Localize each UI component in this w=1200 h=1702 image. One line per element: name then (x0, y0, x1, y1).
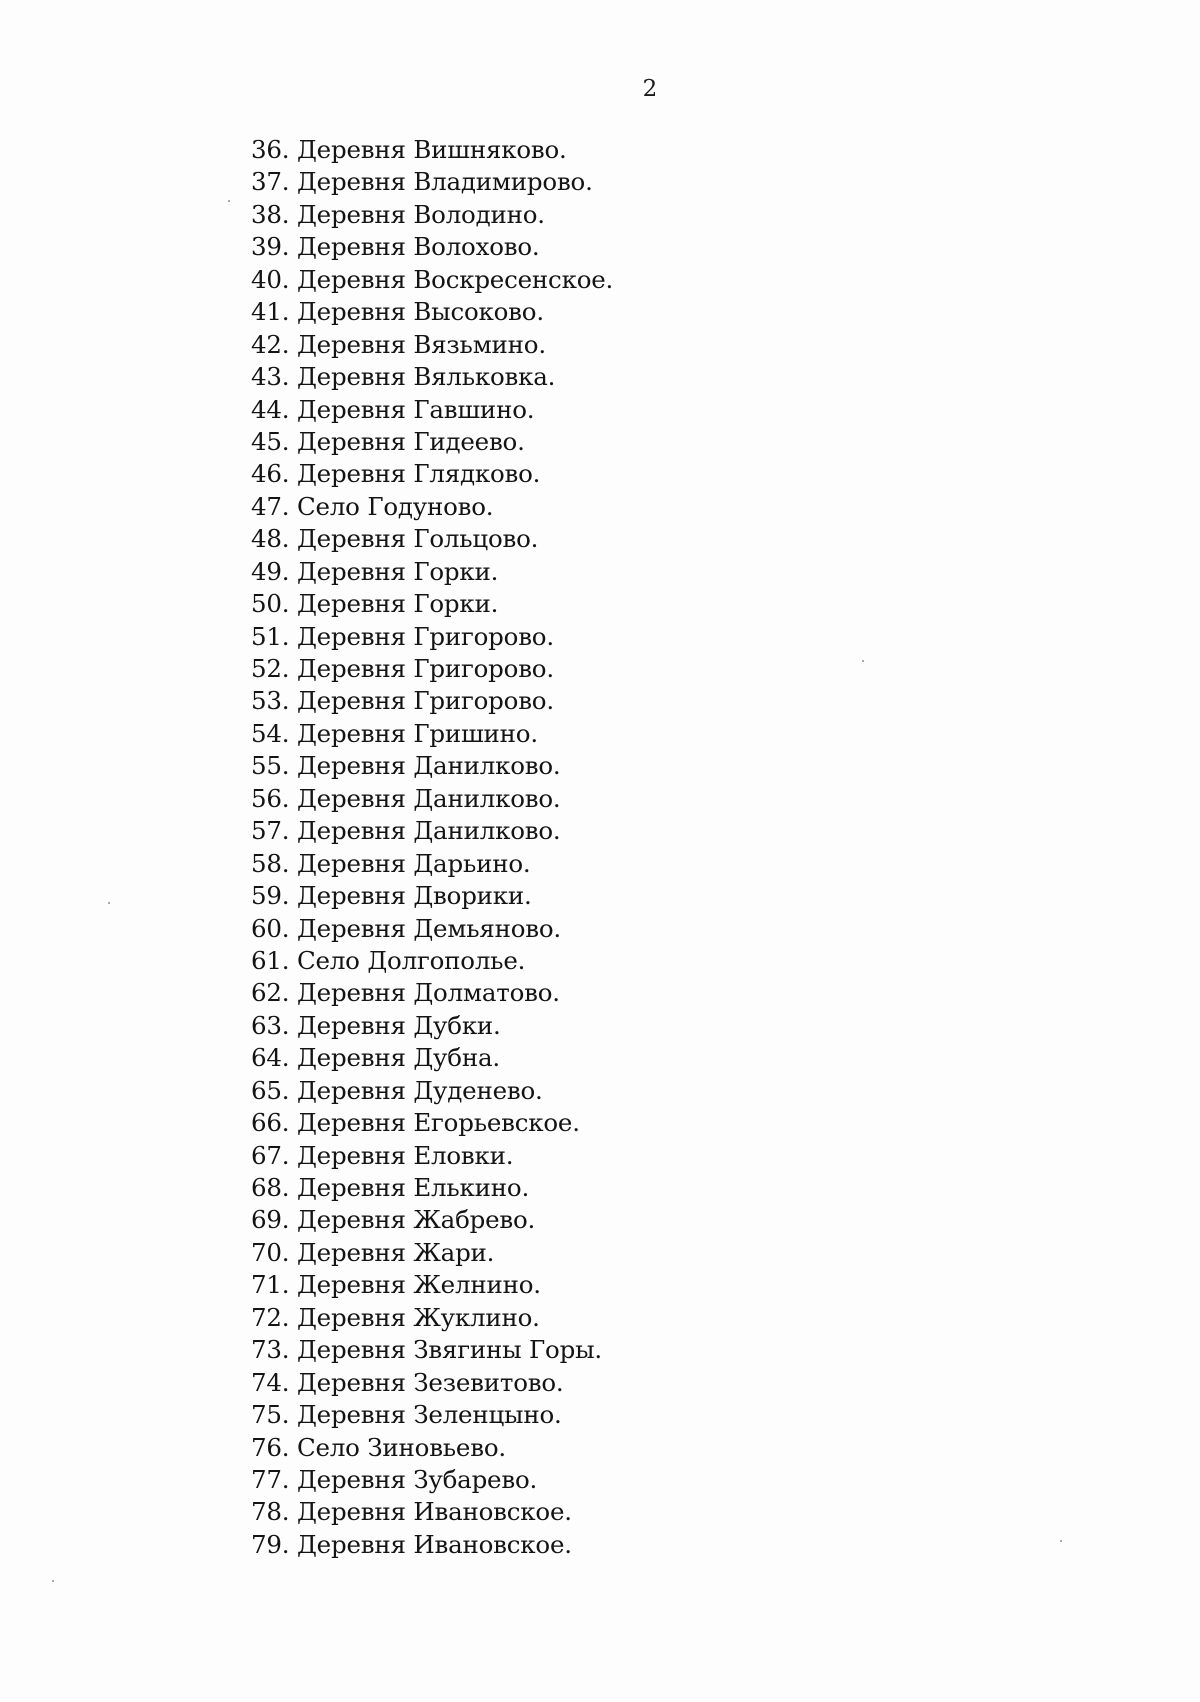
item-text: Деревня Данилково. (296, 816, 561, 846)
item-number: 71. (251, 1270, 290, 1300)
item-text: Деревня Жабрево. (296, 1205, 536, 1235)
item-number: 49. (251, 556, 290, 586)
item-text: Деревня Григорово. (296, 654, 554, 683)
list-item (251, 783, 613, 815)
item-number: 69. (251, 1205, 290, 1235)
list-item (251, 1334, 613, 1366)
scan-speck (108, 902, 110, 904)
item-number: 79. (251, 1529, 290, 1559)
item-number: 55. (251, 751, 290, 781)
list-item (251, 1140, 613, 1172)
item-text: Деревня Жуклино. (296, 1302, 540, 1332)
list-item (251, 588, 613, 620)
item-text: Деревня Зезевитово. (296, 1367, 564, 1397)
item-text: Деревня Воскресенское. (296, 264, 614, 294)
item-number: 64. (251, 1043, 290, 1073)
list-item (251, 1237, 613, 1269)
page-number: 2 (642, 76, 658, 102)
item-number: 48. (251, 524, 290, 554)
item-text: Деревня Ивановское. (296, 1529, 572, 1559)
item-number: 37. (251, 167, 290, 197)
list-item (251, 1367, 613, 1399)
list-item (251, 556, 613, 588)
item-number: 40. (251, 264, 290, 294)
item-number: 47. (251, 491, 290, 521)
scan-speck (1060, 1540, 1062, 1542)
item-text: Деревня Владимирово. (296, 167, 593, 197)
list-item (251, 913, 613, 945)
list-item (251, 1269, 613, 1301)
list-item (251, 1042, 613, 1074)
item-number: 39. (251, 232, 290, 262)
list-item (251, 718, 613, 750)
item-text: Деревня Зубарево. (296, 1464, 538, 1494)
list-item (251, 1204, 613, 1236)
item-number: 54. (251, 718, 290, 748)
item-text: Деревня Ивановское. (296, 1497, 572, 1527)
item-text: Деревня Вязьмино. (296, 329, 546, 359)
list-item (251, 166, 613, 198)
item-text: Село Долгополье. (296, 945, 526, 975)
list-item (251, 653, 613, 685)
list-item (251, 977, 613, 1009)
list-item (251, 458, 613, 490)
item-text: Деревня Вяльковка. (296, 362, 556, 392)
list-item (251, 1399, 613, 1431)
list-item (251, 394, 613, 426)
list-item (251, 1496, 613, 1528)
item-text: Деревня Вишняково. (296, 135, 567, 164)
item-number: 36. (251, 135, 290, 164)
item-text: Деревня Дубна. (296, 1043, 500, 1073)
item-text: Деревня Гришино. (296, 718, 538, 748)
list-item (251, 848, 613, 880)
list-item (251, 815, 613, 847)
list-item (251, 199, 613, 231)
list-item (251, 523, 613, 555)
item-text: Деревня Демьяново. (296, 913, 562, 943)
list-item (251, 329, 613, 361)
item-text: Деревня Гидеево. (296, 426, 525, 456)
item-number: 45. (251, 426, 290, 456)
scan-speck (228, 200, 230, 202)
item-number: 52. (251, 654, 290, 683)
item-number: 73. (251, 1335, 290, 1365)
item-number: 44. (251, 394, 290, 424)
list-item (251, 264, 613, 296)
item-text: Деревня Данилково. (296, 751, 561, 781)
item-text: Деревня Глядково. (296, 459, 541, 489)
item-text: Деревня Егорьевское. (296, 1108, 580, 1138)
list-item (251, 880, 613, 912)
list-item (251, 491, 613, 523)
item-text: Деревня Зеленцыно. (296, 1400, 562, 1430)
list-item (251, 361, 613, 393)
item-text: Деревня Дарьино. (296, 848, 531, 878)
list-item (251, 945, 613, 977)
item-number: 51. (251, 621, 290, 651)
item-number: 61. (251, 945, 290, 975)
item-text: Село Зиновьево. (296, 1432, 506, 1462)
item-text: Деревня Долматово. (296, 978, 560, 1008)
item-number: 46. (251, 459, 290, 489)
list-item (251, 1464, 613, 1496)
settlement-list (251, 134, 613, 1561)
item-text: Деревня Григорово. (296, 686, 554, 716)
item-number: 50. (251, 589, 290, 619)
item-number: 59. (251, 881, 290, 911)
list-item (251, 1529, 613, 1561)
item-number: 75. (251, 1400, 290, 1430)
list-item (251, 426, 613, 458)
list-item (251, 134, 613, 166)
item-text: Деревня Елькино. (296, 1173, 530, 1202)
item-text: Деревня Звягины Горы. (296, 1335, 602, 1365)
item-number: 58. (251, 848, 290, 878)
item-text: Деревня Волохово. (296, 232, 540, 262)
item-number: 74. (251, 1367, 290, 1397)
list-item (251, 750, 613, 782)
list-item (251, 1302, 613, 1334)
item-text: Деревня Высоково. (296, 297, 544, 327)
list-item (251, 296, 613, 328)
item-text: Деревня Дворики. (296, 881, 532, 911)
item-number: 68. (251, 1173, 290, 1202)
item-number: 70. (251, 1237, 290, 1267)
item-number: 67. (251, 1140, 290, 1170)
item-number: 62. (251, 978, 290, 1008)
item-text: Село Годуново. (296, 491, 494, 521)
item-text: Деревня Жари. (296, 1237, 495, 1267)
item-text: Деревня Гольцово. (296, 524, 539, 554)
item-number: 56. (251, 783, 290, 813)
list-item (251, 1010, 613, 1042)
item-text: Деревня Дуденево. (296, 1075, 543, 1105)
list-item (251, 1107, 613, 1139)
scan-speck (52, 1580, 54, 1582)
item-number: 57. (251, 816, 290, 846)
item-text: Деревня Горки. (296, 556, 499, 586)
item-text: Деревня Дубки. (296, 1010, 501, 1040)
item-number: 78. (251, 1497, 290, 1527)
list-item (251, 1172, 613, 1204)
scan-speck (862, 660, 864, 662)
item-number: 42. (251, 329, 290, 359)
item-text: Деревня Еловки. (296, 1140, 514, 1170)
list-item (251, 621, 613, 653)
item-text: Деревня Володино. (296, 199, 545, 229)
item-text: Деревня Гавшино. (296, 394, 535, 424)
list-item (251, 1075, 613, 1107)
list-item (251, 231, 613, 263)
item-number: 65. (251, 1075, 290, 1105)
list-item (251, 685, 613, 717)
item-number: 53. (251, 686, 290, 716)
item-number: 77. (251, 1464, 290, 1494)
item-number: 60. (251, 913, 290, 943)
item-text: Деревня Желнино. (296, 1270, 541, 1300)
item-number: 38. (251, 199, 290, 229)
item-text: Деревня Григорово. (296, 621, 554, 651)
list-item (251, 1432, 613, 1464)
item-number: 66. (251, 1108, 290, 1138)
item-number: 76. (251, 1432, 290, 1462)
item-number: 43. (251, 362, 290, 392)
item-number: 72. (251, 1302, 290, 1332)
item-text: Деревня Данилково. (296, 783, 561, 813)
item-number: 63. (251, 1010, 290, 1040)
item-text: Деревня Горки. (296, 589, 499, 619)
item-number: 41. (251, 297, 290, 327)
